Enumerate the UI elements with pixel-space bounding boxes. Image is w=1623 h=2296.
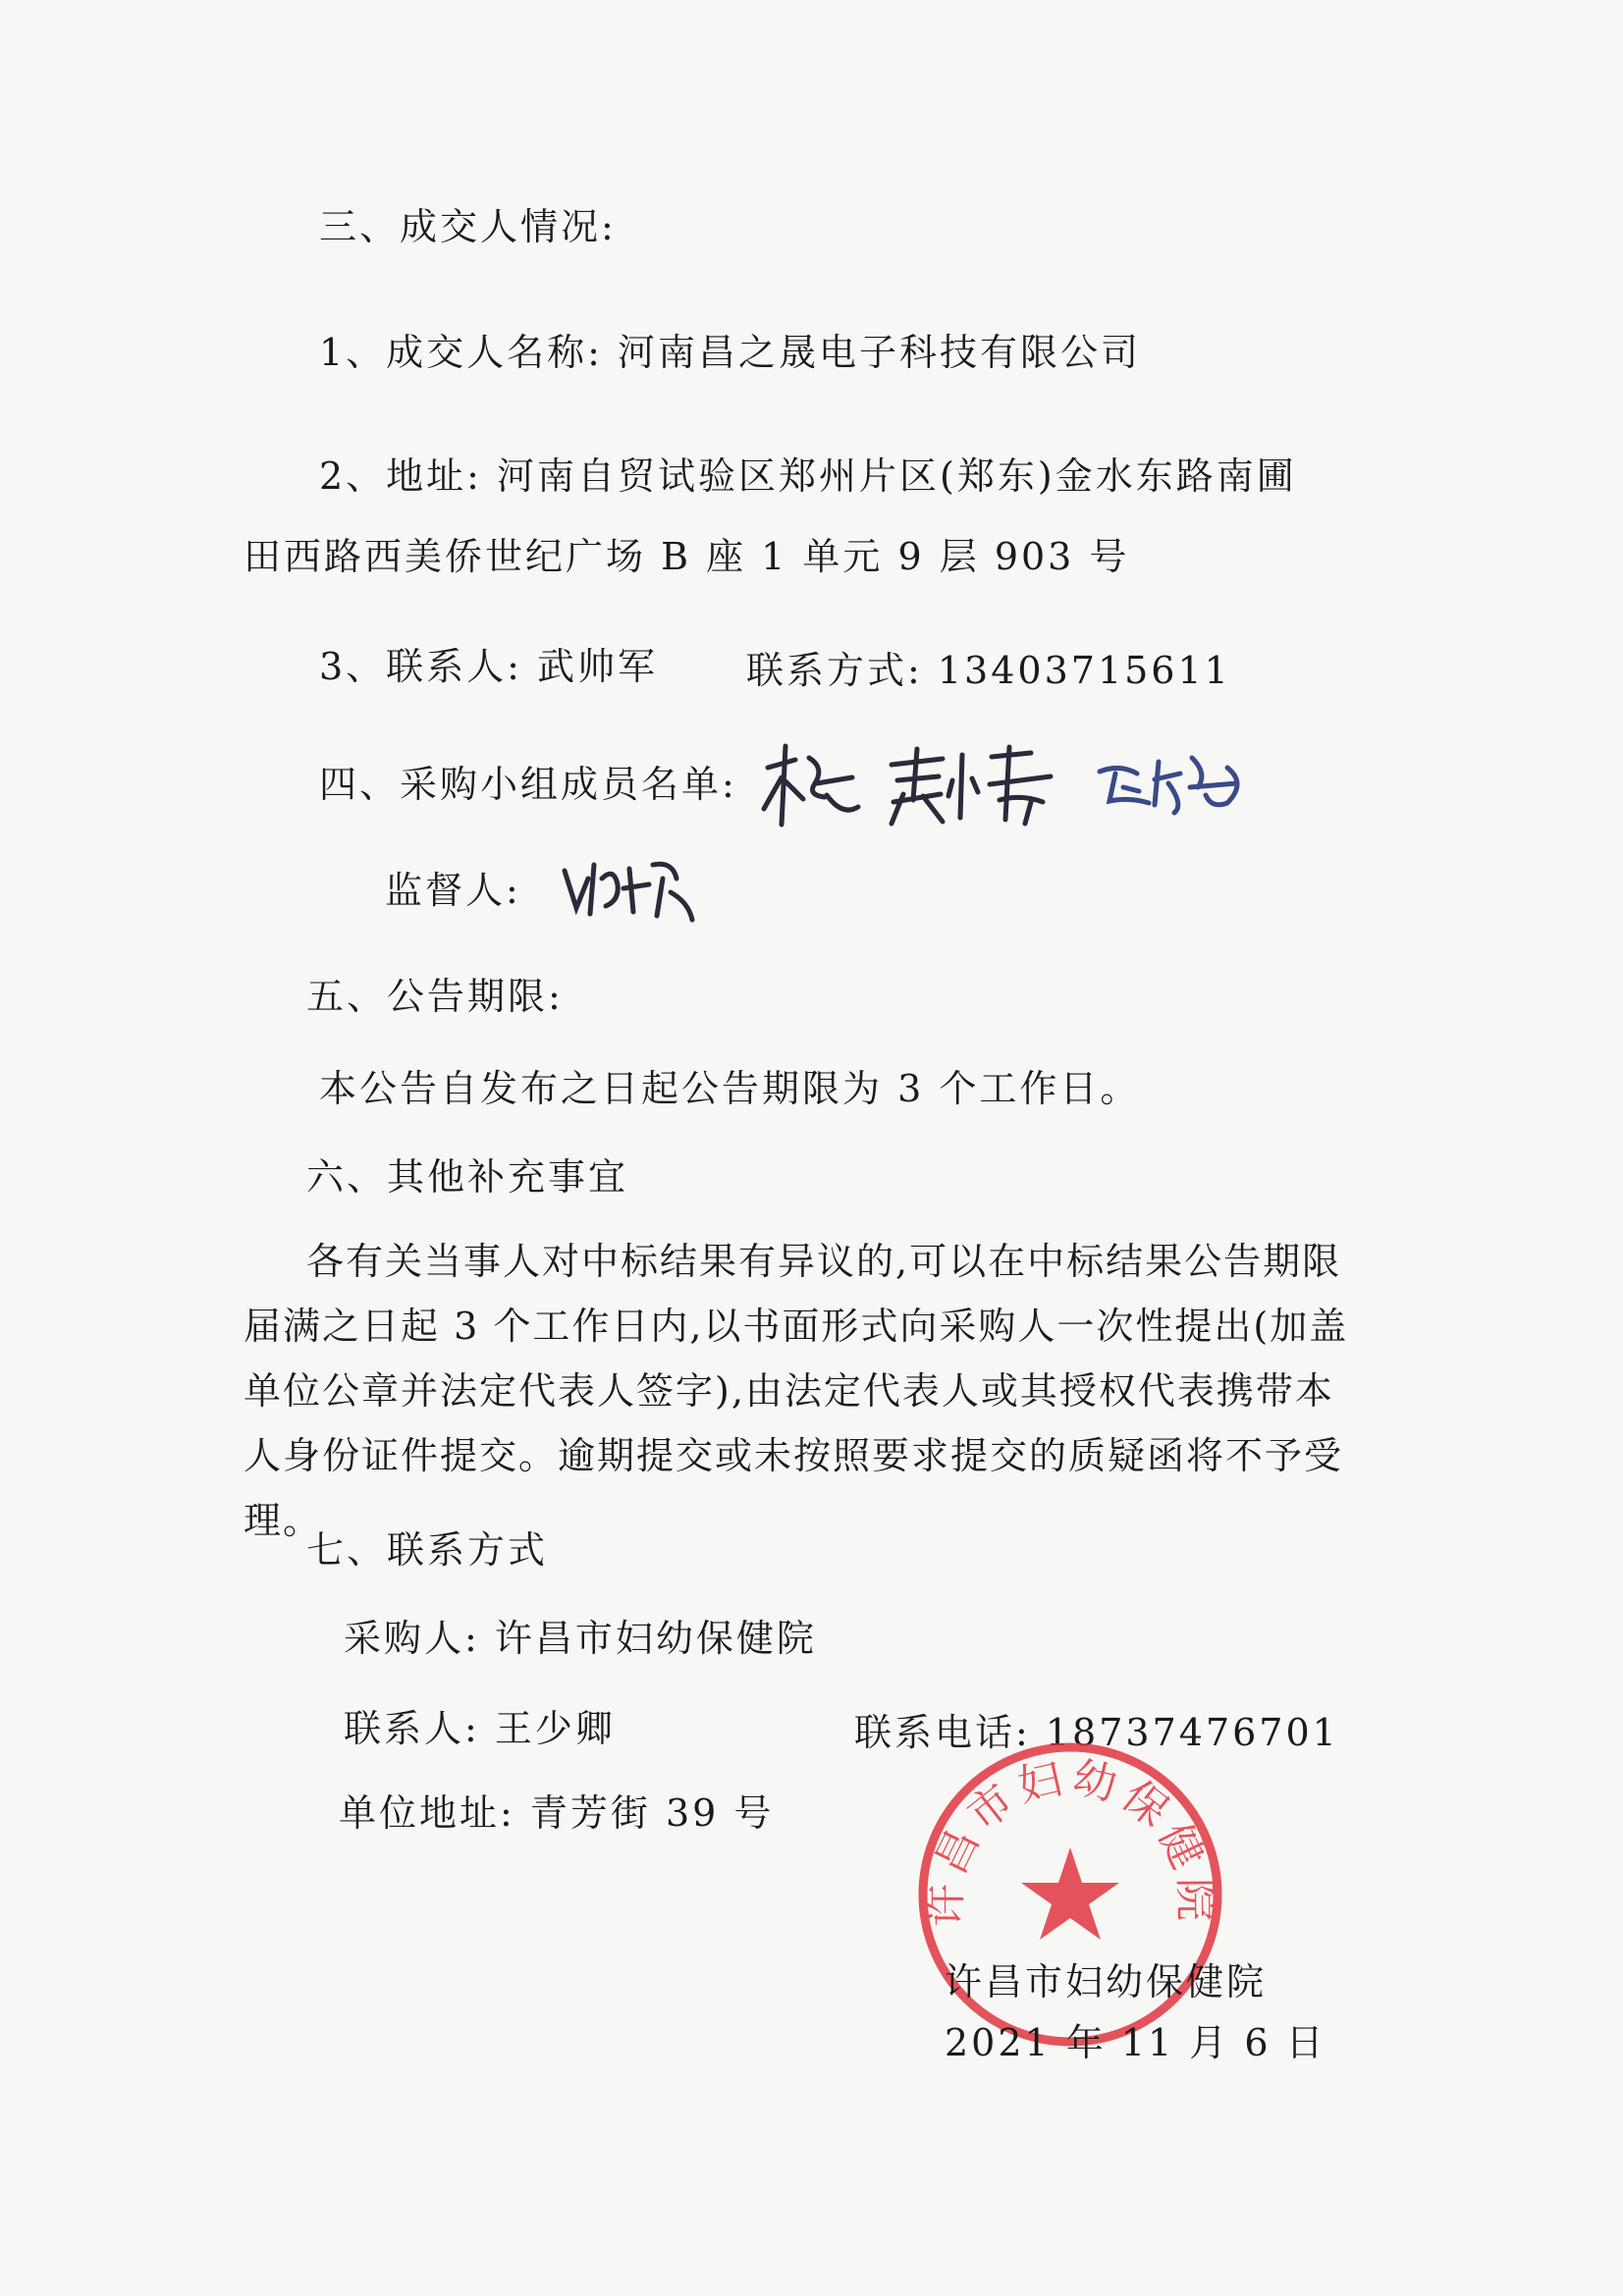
signature-member-2 bbox=[884, 741, 1060, 829]
winner-address-line2: 田西路西美侨世纪广场 B 座 1 单元 9 层 903 号 bbox=[243, 535, 1130, 578]
section-5-title: 五、公告期限: bbox=[306, 975, 564, 1018]
seal-star-icon bbox=[1021, 1847, 1119, 1940]
buyer-phone: 联系电话: 18737476701 bbox=[854, 1711, 1339, 1754]
footer-date: 2021 年 11 月 6 日 bbox=[945, 2021, 1326, 2064]
supervisor-label: 监督人: bbox=[385, 869, 521, 912]
buyer-name: 采购人: 许昌市妇幼保健院 bbox=[344, 1617, 817, 1660]
winner-address-line1: 2、地址: 河南自贸试验区郑州片区(郑东)金水东路南圃 bbox=[319, 454, 1297, 498]
seal-text: 许昌市妇幼保健院 bbox=[920, 1752, 1220, 1928]
winner-contact: 3、联系人: 武帅军 bbox=[319, 645, 659, 688]
winner-name: 1、成交人名称: 河南昌之晟电子科技有限公司 bbox=[319, 331, 1142, 374]
section-4-title: 四、采购小组成员名单: bbox=[319, 763, 737, 806]
section-7-title: 七、联系方式 bbox=[306, 1528, 549, 1572]
buyer-contact: 联系人: 王少卿 bbox=[344, 1707, 616, 1750]
signature-member-1 bbox=[756, 738, 864, 836]
buyer-address: 单位地址: 青芳街 39 号 bbox=[339, 1791, 775, 1835]
objection-paragraph: 各有关当事人对中标结果有异议的,可以在中标结果公告期限届满之日起 3 个工作日内,以书面形式向采购人一次性提出(加盖单位公章并法定代表人签字),由法定代表人或其授权代表携带本人身份证件提交。逾期提交或未按照要求提交的质疑函将不予受理。 bbox=[243, 1240, 1349, 1542]
winner-phone: 联系方式: 13403715611 bbox=[746, 649, 1231, 692]
official-seal bbox=[913, 1737, 1227, 2052]
signature-member-3 bbox=[1090, 744, 1257, 823]
section-6-title: 六、其他补充事宜 bbox=[306, 1155, 629, 1199]
signature-supervisor bbox=[555, 849, 702, 928]
notice-period-text: 本公告自发布之日起公告期限为 3 个工作日。 bbox=[319, 1067, 1141, 1110]
section-3-title: 三、成交人情况: bbox=[319, 205, 617, 248]
footer-org: 许昌市妇幼保健院 bbox=[945, 1960, 1268, 2003]
